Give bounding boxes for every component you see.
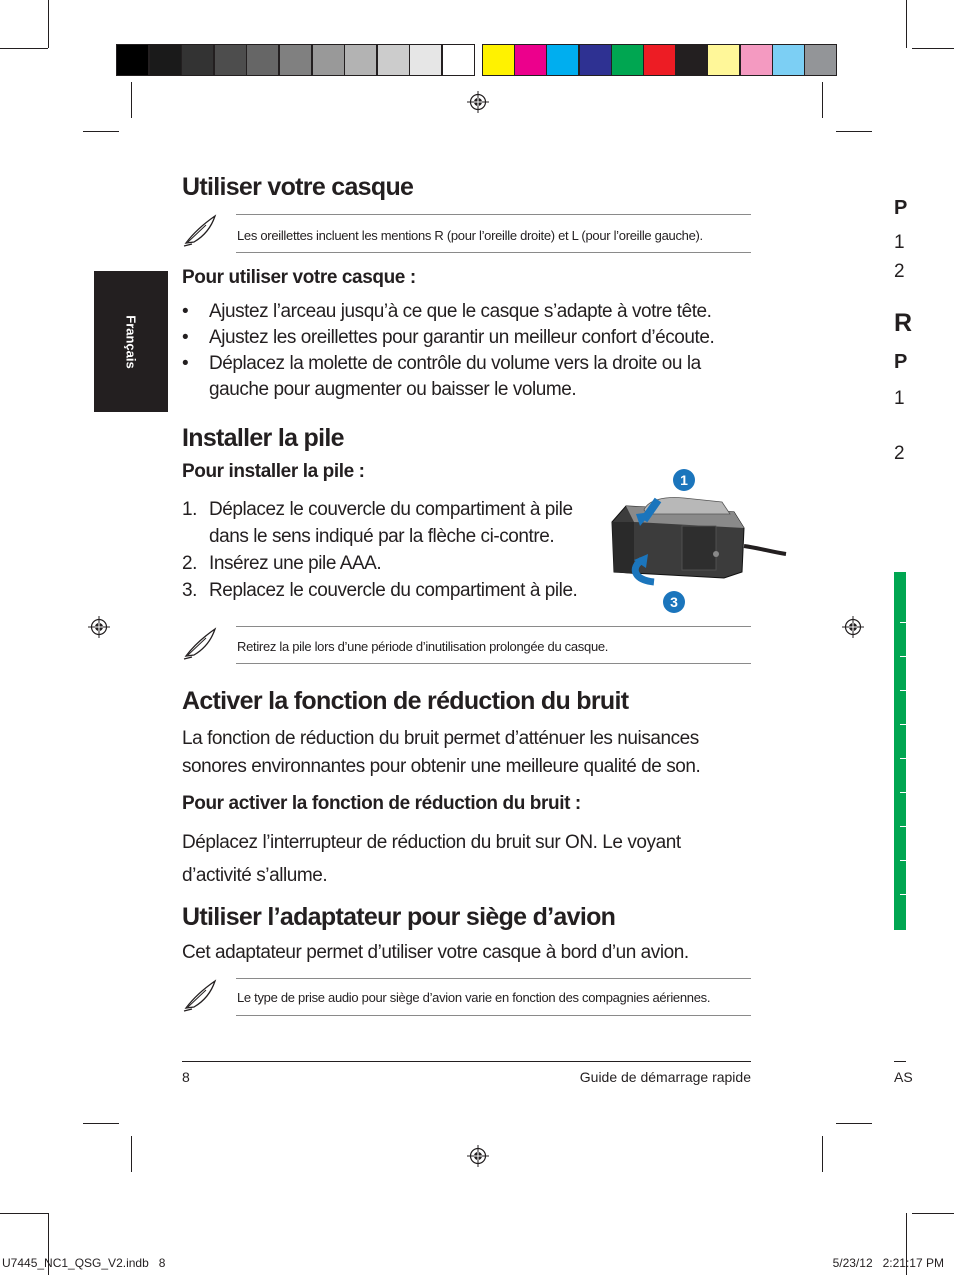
color-swatch: [804, 44, 837, 76]
subsection-title: Pour installer la pile :: [182, 461, 365, 482]
crop-mark: [48, 0, 49, 48]
color-swatch: [514, 44, 547, 76]
color-swatch: [675, 44, 708, 76]
crop-mark: [906, 0, 907, 48]
color-swatch: [643, 44, 676, 76]
section-title: Utiliser l’adaptateur pour siège d’avion: [182, 903, 616, 931]
list-item: • Ajustez l’arceau jusqu’à ce que le casque s’adapte à votre tête.: [182, 301, 712, 322]
footer-title: Guide de démarrage rapide: [579, 1069, 751, 1085]
next-page-fragment: 1: [894, 388, 905, 409]
list-item: • Déplacez la molette de contrôle du volume vers la droite ou la: [182, 353, 701, 374]
tab-divider: [900, 622, 906, 623]
color-swatch: [482, 44, 515, 76]
note-pen-icon: [182, 978, 220, 1014]
footer-rule: [182, 1061, 751, 1062]
section-title: Installer la pile: [182, 424, 344, 452]
next-page-footer-fragment: AS: [894, 1069, 913, 1085]
section-title: Utiliser votre casque: [182, 173, 414, 201]
registration-mark-icon: [467, 91, 489, 113]
list-item-text: gauche pour augmenter ou baisser le volume.: [209, 379, 577, 400]
list-item-text: Déplacez la molette de contrôle du volume vers la droite ou la: [209, 353, 701, 374]
paragraph-line: d’activité s’allume.: [182, 865, 328, 886]
crop-mark: [0, 1213, 48, 1214]
note-text: Le type de prise audio pour siège d’avion varie en fonction des compagnies aériennes.: [237, 990, 711, 1005]
gray-swatch: [312, 44, 345, 76]
slug-file: U7445_NC1_QSG_V2.indb 8: [2, 1256, 166, 1270]
paragraph-line: Déplacez l’interrupteur de réduction du bruit sur ON. Le voyant: [182, 832, 681, 853]
crop-mark: [822, 82, 823, 118]
color-swatch: [611, 44, 644, 76]
step-text: Déplacez le couvercle du compartiment à pile: [209, 499, 573, 520]
color-swatch: [707, 44, 740, 76]
tab-divider: [900, 860, 906, 861]
registration-mark-icon: [842, 616, 864, 638]
gray-swatch: [246, 44, 279, 76]
note-pen-icon: [182, 213, 220, 249]
color-swatch: [772, 44, 805, 76]
gray-swatch: [377, 44, 410, 76]
note-text: Les oreillettes incluent les mentions R (pour l’oreille droite) et L (pour l’oreille gauche).: [237, 228, 703, 243]
tab-divider: [900, 656, 906, 657]
section-body: Cet adaptateur permet d’utiliser votre casque à bord d’un avion.: [182, 942, 689, 963]
tab-divider: [900, 690, 906, 691]
subsection-title: Pour utiliser votre casque :: [182, 267, 416, 288]
next-page-fragment: 2: [894, 261, 905, 282]
note-pen-icon: [182, 626, 220, 662]
crop-mark: [0, 48, 48, 49]
next-page-fragment: 1: [894, 232, 905, 253]
gray-swatch: [116, 44, 149, 76]
gray-swatch: [279, 44, 312, 76]
crop-mark: [836, 1123, 872, 1124]
step-text: dans le sens indiqué par la flèche ci-contre.: [209, 526, 555, 547]
next-page-fragment: R: [894, 309, 913, 337]
tab-divider: [900, 792, 906, 793]
step-badge: 3: [663, 591, 685, 613]
crop-mark: [131, 82, 132, 118]
next-page-fragment: P: [894, 351, 908, 373]
color-swatch: [740, 44, 773, 76]
list-item: [182, 550, 612, 577]
next-page-fragment: P: [894, 197, 908, 219]
list-item: • Ajustez les oreillettes pour garantir un meilleur confort d’écoute.: [182, 327, 715, 348]
step-text: Replacez le couvercle du compartiment à pile.: [209, 580, 578, 601]
step-number: 1.: [182, 499, 197, 520]
language-tab: [94, 271, 168, 412]
battery-compartment-illustration: [604, 464, 788, 616]
tab-divider: [900, 826, 906, 827]
step-text: Insérez une pile AAA.: [209, 553, 382, 574]
gray-swatch: [442, 44, 475, 76]
color-swatch: [546, 44, 579, 76]
list-item: [182, 577, 612, 604]
step-number: 3.: [182, 580, 197, 601]
tab-divider: [900, 724, 906, 725]
crop-mark: [912, 1213, 954, 1214]
next-page-fragment: 2: [894, 443, 905, 464]
subsection-title: Pour activer la fonction de réduction du bruit :: [182, 793, 581, 814]
list-item-continuation: [182, 377, 762, 403]
section-title: Activer la fonction de réduction du bruit: [182, 687, 629, 715]
gray-swatch: [344, 44, 377, 76]
list-item-text: Ajustez les oreillettes pour garantir un meilleur confort d’écoute.: [209, 327, 715, 348]
language-tab-label: Français: [123, 314, 139, 369]
crop-mark: [83, 131, 119, 132]
tab-divider: [900, 758, 906, 759]
list-item-text: Ajustez l’arceau jusqu’à ce que le casque s’adapte à votre tête.: [209, 301, 712, 322]
tab-divider: [900, 894, 906, 895]
note-text: Retirez la pile lors d’une période d’inutilisation prolongée du casque.: [237, 639, 609, 654]
gray-swatch: [409, 44, 442, 76]
crop-mark: [131, 1136, 132, 1172]
paragraph-line: sonores environnantes pour obtenir une meilleure qualité de son.: [182, 756, 701, 777]
color-swatch: [579, 44, 612, 76]
gray-swatch: [149, 44, 182, 76]
step-number: 2.: [182, 553, 197, 574]
gray-swatch: [214, 44, 247, 76]
list-item: [182, 496, 612, 550]
crop-mark: [83, 1123, 119, 1124]
crop-mark: [836, 131, 872, 132]
next-page-language-tab: [894, 572, 906, 930]
bullet-list: [182, 299, 762, 403]
slug-date: 5/23/12 2:21:17 PM: [832, 1256, 944, 1270]
registration-mark-icon: [88, 616, 110, 638]
gray-swatch: [181, 44, 214, 76]
registration-mark-icon: [467, 1145, 489, 1167]
footer-rule: [894, 1061, 906, 1062]
crop-mark: [822, 1136, 823, 1172]
crop-mark: [912, 48, 954, 49]
numbered-list: [182, 496, 612, 604]
paragraph-line: La fonction de réduction du bruit permet d’atténuer les nuisances: [182, 728, 699, 749]
step-badge: 1: [673, 469, 695, 491]
page-number: 8: [182, 1069, 190, 1085]
section-intro: [182, 725, 782, 781]
section-body: [182, 826, 782, 892]
